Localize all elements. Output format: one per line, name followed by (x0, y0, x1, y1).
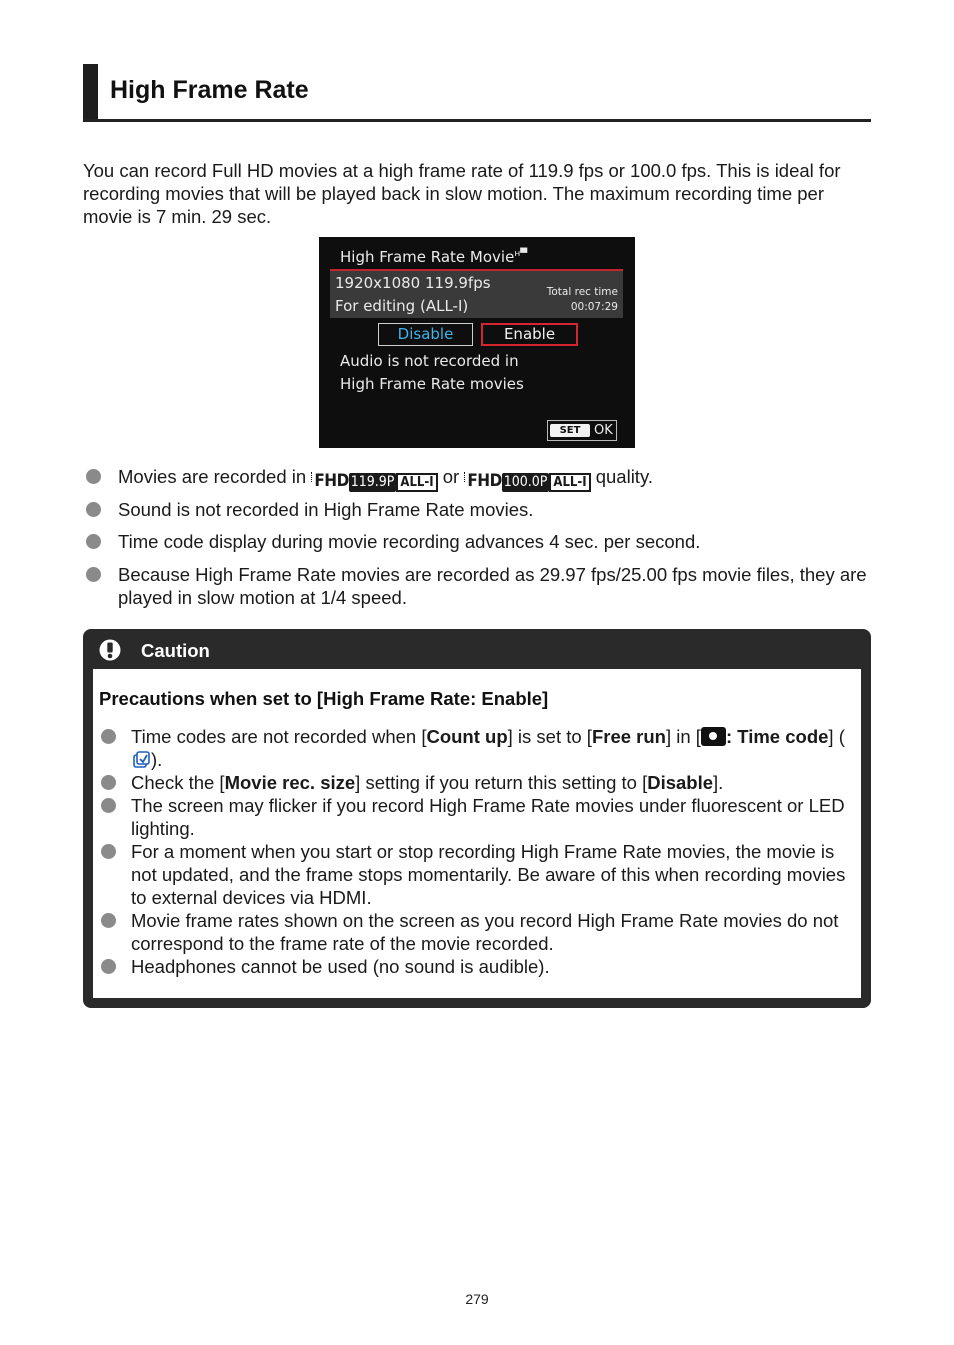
bullet-dot (101, 729, 116, 744)
list-item (83, 498, 883, 521)
bullet-text: Check the [ (131, 772, 225, 793)
bullet-dot (101, 775, 116, 790)
header-accent-bar (83, 64, 98, 119)
camera-enable-option: Enable (481, 323, 578, 346)
page-title: High Frame Rate (110, 76, 309, 104)
camera-message-line1: Audio is not recorded in (340, 352, 519, 370)
set-key-icon: SET (550, 424, 590, 437)
bullet-text: For a moment when you start or stop recording High Frame Rate movies, the movie is not updated, and the frame stops momentarily. Be aware of this when recording movies to external devices via HDMI. (131, 841, 846, 908)
camera-info-panel (330, 271, 623, 318)
movie-h-icon: ʜ▀ (514, 249, 528, 259)
list-item (99, 955, 849, 978)
caution-label: Caution (141, 640, 210, 661)
list-item (99, 771, 849, 794)
list-item (99, 909, 849, 955)
camera-resolution: 1920x1080 119.9fps (335, 274, 491, 292)
camera-message-line2: High Frame Rate movies (340, 375, 524, 393)
bullet-dot (86, 534, 101, 549)
camera-set-ok (547, 420, 617, 441)
caution-content (93, 669, 861, 998)
bullet-dot (86, 502, 101, 517)
section-header (83, 64, 871, 122)
bullet-text: or (442, 466, 460, 487)
fhd-quality-icon (311, 469, 437, 491)
bullet-dot (101, 959, 116, 974)
total-rec-time-label: Total rec time (546, 286, 618, 298)
bullet-text: quality. (595, 466, 653, 487)
bullet-dot (101, 913, 116, 928)
bullet-text: Because High Frame Rate movies are recorded as 29.97 fps/25.00 fps movie files, they are played in slow motion at 1/4 speed. (118, 563, 867, 608)
camera-icon (701, 727, 726, 746)
movie-rec-size-term: Movie rec. size (224, 772, 356, 793)
bullet-text: ] is set to [ (507, 726, 592, 747)
free-run-term: Free run (591, 726, 666, 747)
bullet-text: ]. (713, 772, 724, 793)
caution-box (83, 629, 871, 1008)
bullet-text: Headphones cannot be used (no sound is audible). (131, 956, 550, 977)
list-item (83, 465, 883, 491)
fps-100-label: 100.0P (503, 474, 548, 490)
all-i-label: ALL-I (549, 473, 590, 492)
count-up-term: Count up (426, 726, 508, 747)
ok-label: OK (594, 423, 613, 438)
camera-menu-title-text: High Frame Rate Movie (340, 248, 515, 266)
list-item (83, 563, 883, 609)
bullet-text: Time codes are not recorded when [ (131, 726, 427, 747)
disable-term: Disable (647, 772, 714, 793)
time-code-term: : Time code (725, 726, 829, 747)
list-item (83, 530, 883, 553)
bullet-text: ] setting if you return this setting to [ (355, 772, 648, 793)
page-number: 279 (465, 1291, 489, 1307)
bullet-text: ). (151, 749, 163, 770)
bullet-text: ] in [ (665, 726, 701, 747)
precautions-title: Precautions when set to [High Frame Rate: Enable] (99, 688, 549, 709)
bullet-text: Movie frame rates shown on the screen as you record High Frame Rate movies do not correspond to the frame rate of the movie recorded. (131, 910, 839, 954)
bullet-text: Time code display during movie recording advances 4 sec. per second. (118, 531, 701, 552)
camera-compression: For editing (ALL-I) (335, 297, 469, 315)
fps-119-label: 119.9P (350, 474, 395, 490)
bullet-text: ] ( (828, 726, 845, 747)
list-item (99, 794, 849, 840)
camera-disable-option: Disable (378, 323, 473, 346)
fhd-label: FHD (464, 471, 501, 491)
list-item (99, 840, 849, 909)
bullet-dot (101, 798, 116, 813)
bullet-text: Sound is not recorded in High Frame Rate movies. (118, 498, 534, 520)
total-rec-time-value: 00:07:29 (570, 301, 618, 313)
link-icon[interactable] (131, 750, 151, 770)
intro-paragraph: You can record Full HD movies at a high frame rate of 119.9 fps or 100.0 fps. This is ideal for recording movies that will be played back in slow motion. The maximum recording time per movie is 7 min. 29 sec. (83, 160, 841, 227)
all-i-label: ALL-I (396, 473, 437, 492)
caution-icon (99, 639, 121, 661)
bullet-text: Movies are recorded in (118, 466, 307, 487)
camera-menu-title (340, 248, 527, 266)
caution-bullet-list (99, 725, 849, 978)
fhd-label: FHD (311, 471, 348, 491)
bullet-dot (101, 844, 116, 859)
bullet-dot (86, 469, 101, 484)
list-item (99, 725, 849, 771)
fhd-quality-icon (464, 469, 590, 491)
bullet-dot (86, 567, 101, 582)
camera-screen-image (319, 237, 635, 448)
feature-bullet-list (83, 465, 883, 618)
bullet-text: The screen may flicker if you record High Frame Rate movies under fluorescent or LED lighting. (131, 795, 845, 839)
